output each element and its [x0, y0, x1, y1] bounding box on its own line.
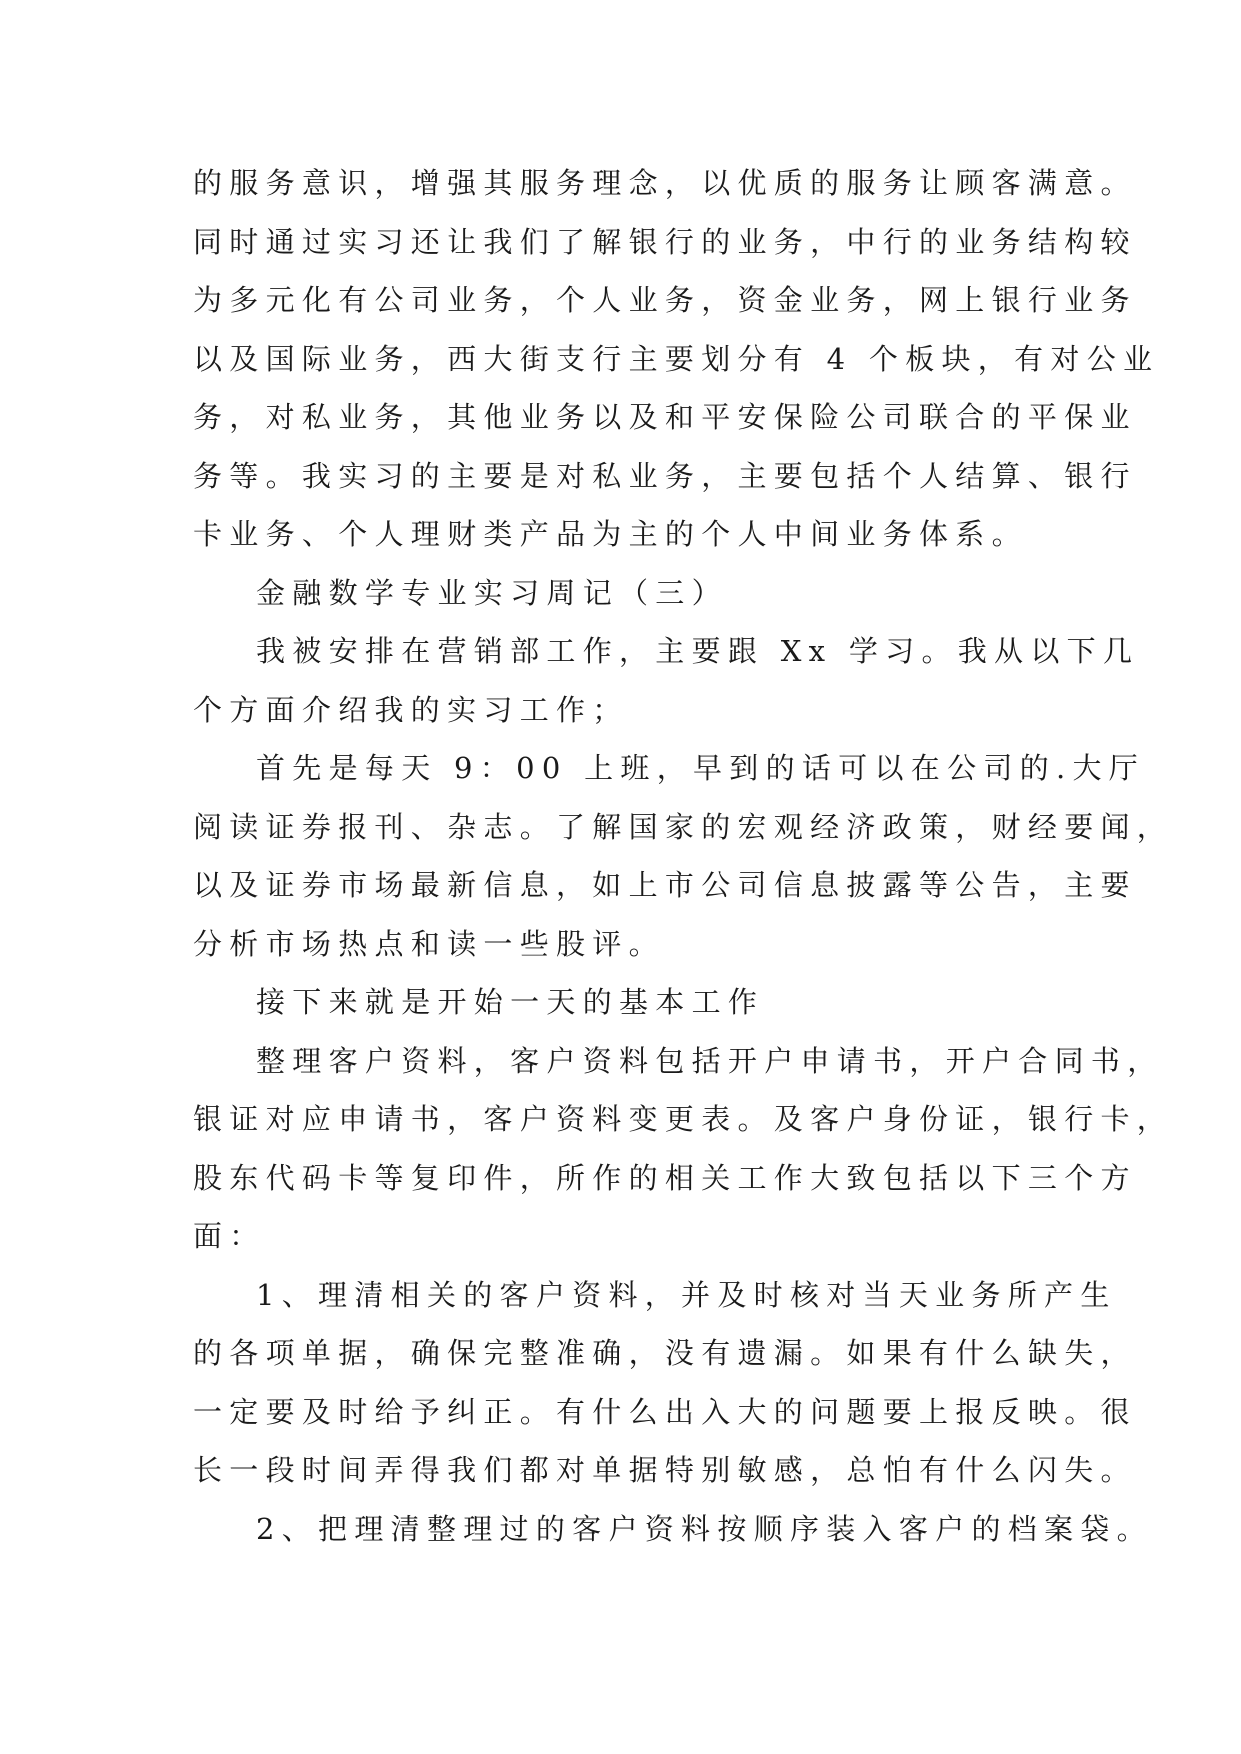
- text-line: 一定要及时给予纠正。有什么出入大的问题要上报反映。很: [193, 1394, 1137, 1429]
- text-line: 卡业务、个人理财类产品为主的个人中间业务体系。: [193, 517, 1028, 551]
- list-item: 2、把理清整理过的客户资料按顺序装入客户的档案袋。: [256, 1511, 1153, 1546]
- text-line: 我被安排在营销部工作，主要跟 Xx 学习。我从以下几: [256, 634, 1140, 668]
- text-line: 务，对私业务，其他业务以及和平安保险公司联合的平保业: [193, 400, 1137, 434]
- text-line: 阅读证券报刊、杂志。了解国家的宏观经济政策，财经要闻，: [193, 809, 1174, 844]
- text-line: 整理客户资料，客户资料包括开户申请书，开户合同书，: [256, 1043, 1164, 1078]
- text-line: 接下来就是开始一天的基本工作: [256, 985, 765, 1019]
- text-line: 股东代码卡等复印件，所作的相关工作大致包括以下三个方: [193, 1160, 1137, 1195]
- text-line: 的服务意识，增强其服务理念，以优质的服务让顾客满意。: [193, 166, 1137, 200]
- text-line: 同时通过实习还让我们了解银行的业务，中行的业务结构较: [193, 224, 1137, 259]
- text-line: 以及证券市场最新信息，如上市公司信息披露等公告，主要: [193, 868, 1137, 902]
- text-line: 个方面介绍我的实习工作；: [193, 692, 629, 727]
- text-line: 以及国际业务，西大街支行主要划分有 4 个板块，有对公业: [193, 341, 1160, 376]
- text-line: 长一段时间弄得我们都对单据特别敏感，总怕有什么闪失。: [193, 1453, 1137, 1487]
- text-line: 的各项单据，确保完整准确，没有遗漏。如果有什么缺失，: [193, 1336, 1137, 1370]
- text-line: 分析市场热点和读一些股评。: [193, 926, 665, 961]
- list-item: 1、理清相关的客户资料，并及时核对当天业务所产生: [256, 1277, 1117, 1312]
- section-heading: 金融数学专业实习周记（三）: [256, 575, 728, 610]
- text-line: 务等。我实习的主要是对私业务，主要包括个人结算、银行: [193, 458, 1137, 493]
- text-line: 为多元化有公司业务，个人业务，资金业务，网上银行业务: [193, 283, 1137, 317]
- text-line: 银证对应申请书，客户资料变更表。及客户身份证，银行卡，: [193, 1102, 1174, 1136]
- body-text: [193, 154, 1174, 1558]
- text-line: 面：: [193, 1219, 266, 1253]
- text-line: 首先是每天 9：00 上班，早到的话可以在公司的.大厅: [256, 751, 1146, 785]
